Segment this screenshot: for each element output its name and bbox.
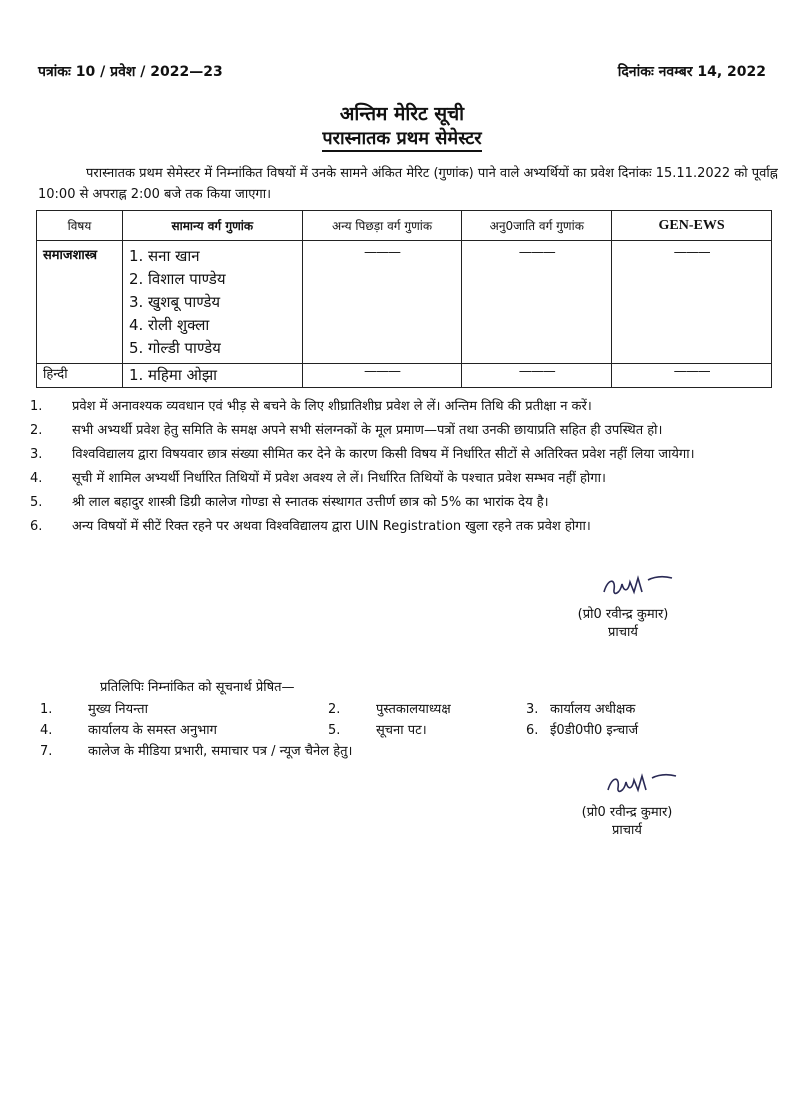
instructions-list (30, 397, 780, 541)
item-text: कार्यालय अधीक्षक (550, 702, 636, 717)
page-subtitle (0, 126, 804, 150)
list-item (30, 469, 780, 488)
item-text: अन्य विषयों में सीटें रिक्त रहने पर अथवा विश्वविद्यालय द्वारा UIN Registration खुला रहने तक प्रवेश होगा। (72, 519, 591, 534)
copy-heading: प्रतिलिपिः निम्नांकित को सूचनार्थ प्रेषित— (100, 680, 295, 695)
page-title: अन्तिम मेरिट सूची (339, 103, 465, 125)
item-number: 2. (30, 423, 43, 438)
list-item (30, 517, 780, 536)
subject-cell: हिन्दी (37, 364, 123, 388)
header-sc: अनु0जाति वर्ग गुणांक (462, 211, 612, 241)
item-text: सूचना पट। (376, 723, 427, 738)
copy-row (40, 699, 780, 720)
signatory-designation: प्राचार्य (608, 625, 638, 640)
obc-cell: ——— (302, 364, 462, 388)
candidate-name: 1. महिमा ओझा (128, 366, 218, 384)
item-number: 3. (30, 447, 43, 462)
item-text: पुस्तकालयाध्यक्ष (376, 702, 451, 717)
list-item (30, 421, 780, 440)
copy-row (40, 741, 780, 762)
item-text: प्रवेश में अनावश्यक व्यवधान एवं भीड़ से बचने के लिए शीघ्रातिशीघ्र प्रवेश ले लें। अन्तिम तिथि की प्रतीक्षा न करें। (72, 399, 592, 414)
signature-block (568, 570, 678, 640)
table-row (37, 364, 772, 388)
candidate-name: 1. सना खान (128, 247, 200, 265)
item-text: ई0डी0पी0 इन्चार्ज (550, 723, 639, 738)
list-item (30, 397, 780, 416)
table-row (37, 241, 772, 364)
subject-cell: समाजशास्त्र (37, 241, 123, 364)
item-number: 5. (328, 723, 341, 738)
document-date: दिनांकः नवम्बर 14, 2022 (617, 64, 766, 80)
item-text: मुख्य नियन्ता (88, 702, 148, 717)
list-item (30, 493, 780, 512)
table-header-row (37, 211, 772, 241)
intro-paragraph: परास्नातक प्रथम सेमेस्टर में निम्नांकित विषयों में उनके सामने अंकित मेरिट (गुणांक) पाने वाले अभ्यर्थियों का प्रवेश दिनांकः 15.11.2022 को पूर्वाह्न 10:00 से अपराह्न 2:00 बजे तक किया जाएगा। (38, 166, 778, 202)
header-subject: विषय (37, 211, 123, 241)
copy-list (40, 699, 780, 762)
candidate-name: 5. गोल्डी पाण्डेय (128, 339, 221, 357)
item-text: सूची में शामिल अभ्यर्थी निर्धारित तिथियों में प्रवेश अवश्य ले लें। निर्धारित तिथियों के पश्चात प्रवेश सम्भव नहीं होगा। (72, 471, 606, 486)
header-general: सामान्य वर्ग गुणांक (122, 211, 302, 241)
general-cell (122, 241, 302, 364)
item-number: 4. (30, 471, 43, 486)
header-obc: अन्य पिछड़ा वर्ग गुणांक (302, 211, 462, 241)
copy-row (40, 720, 780, 741)
ews-cell: ——— (612, 241, 772, 364)
signatory-name: (प्रो0 रवीन्द्र कुमार) (581, 805, 673, 820)
ews-cell: ——— (612, 364, 772, 388)
header-gen-ews: GEN-EWS (612, 211, 772, 241)
subtitle-text: परास्नातक प्रथम सेमेस्टर (322, 128, 481, 152)
signatory-designation: प्राचार्य (612, 823, 642, 838)
item-number: 5. (30, 495, 43, 510)
candidate-name: 4. रोली शुक्ला (128, 316, 210, 334)
sc-cell: ——— (462, 364, 612, 388)
item-number: 1. (30, 399, 43, 414)
candidate-name: 3. खुशबू पाण्डेय (128, 293, 221, 311)
reference-number: पत्रांकः 10 / प्रवेश / 2022—23 (38, 64, 223, 80)
item-number: 3. (526, 702, 539, 717)
item-text: विश्वविद्यालय द्वारा विषयवार छात्र संख्या सीमित कर देने के कारण किसी विषय में निर्धारित सीटों से अतिरिक्त प्रवेश नहीं लिया जायेगा। (72, 447, 695, 462)
item-number: 7. (40, 744, 53, 759)
item-text: कार्यालय के समस्त अनुभाग (88, 723, 217, 738)
merit-table (36, 210, 772, 388)
item-text: सभी अभ्यर्थी प्रवेश हेतु समिति के समक्ष अपने सभी संलग्नकों के मूल प्रमाण—पत्रों तथा उनकी छायाप्रति सहित ही उपस्थित हो। (72, 423, 663, 438)
item-number: 6. (526, 723, 539, 738)
signature-mark (602, 768, 682, 798)
signatory-name: (प्रो0 रवीन्द्र कुमार) (577, 607, 669, 622)
signature-block (572, 768, 682, 838)
obc-cell: ——— (302, 241, 462, 364)
item-number: 2. (328, 702, 341, 717)
item-text: कालेज के मीडिया प्रभारी, समाचार पत्र / न्यूज चैनेल हेतु। (88, 744, 353, 759)
list-item (30, 445, 780, 464)
item-number: 6. (30, 519, 43, 534)
candidate-name: 2. विशाल पाण्डेय (128, 270, 226, 288)
item-text: श्री लाल बहादुर शास्त्री डिग्री कालेज गोण्डा से स्नातक संस्थागत उत्तीर्ण छात्र को 5% का भारांक देय है। (72, 495, 549, 510)
sc-cell: ——— (462, 241, 612, 364)
general-cell (122, 364, 302, 388)
item-number: 4. (40, 723, 53, 738)
signature-mark (598, 570, 678, 600)
item-number: 1. (40, 702, 53, 717)
